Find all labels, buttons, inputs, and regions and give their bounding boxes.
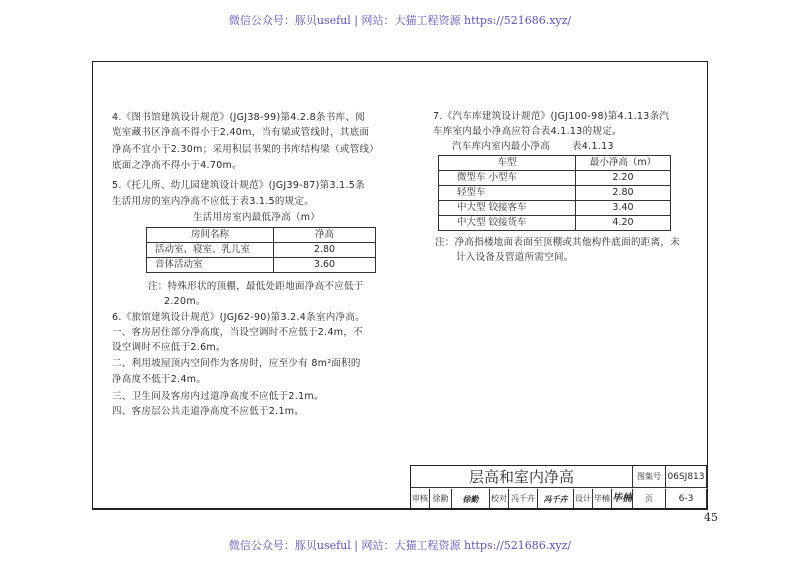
table-header — [439, 156, 671, 171]
living-room-height-table — [146, 227, 376, 273]
watermark-top: 微信公众号：豚贝useful | 网站：大猫工程资源 https://521686.xyz/ — [228, 14, 572, 27]
cell: 2.20 — [576, 171, 671, 186]
cell: 微型车 小型车 — [439, 171, 576, 186]
cell: 活动室、寝室、乳儿室 — [147, 243, 274, 258]
page-label: 页 — [633, 489, 666, 509]
checker-signature: 冯千卉 — [538, 489, 574, 509]
designer-name: 毕楠 — [593, 489, 612, 509]
para-6-line: 6.《旅馆建筑设计规范》(JGJ62-90)第3.2.4条室内净高。 — [112, 312, 365, 323]
reviewer-name: 徐勤 — [430, 489, 452, 509]
header-cell: 房间名称 — [147, 228, 274, 243]
para-7-line: 车库室内最小净高应符合表4.1.13的规定。 — [433, 126, 622, 137]
para-5-line: 5.《托儿所、幼儿园建筑设计规范》(JGJ39-87)第3.1.5条 — [112, 180, 365, 191]
table-row — [439, 216, 671, 231]
note-line: 2.20m。 — [164, 296, 206, 307]
para-4-line: 底面之净高不得小于4.70m。 — [112, 160, 242, 171]
table-caption: 生活用房室内最低净高（m） — [193, 212, 321, 223]
review-label: 审核 — [411, 489, 430, 509]
designer-signature: 毕楠 — [612, 489, 633, 509]
cell: 中大型 铰接客车 — [439, 201, 576, 216]
note-line: 计入设备及管道所需空间。 — [456, 252, 574, 263]
para-6-line: 三、卫生间及客房内过道净高度不应低于2.1m。 — [112, 391, 324, 402]
header-cell: 车型 — [439, 156, 576, 171]
para-6-line: 四、客房层公共走道净高度不应低于2.1m。 — [112, 406, 305, 417]
cell: 音体活动室 — [147, 258, 274, 273]
table-number: 表4.1.13 — [572, 141, 614, 152]
cell: 2.80 — [274, 243, 376, 258]
cell: 3.60 — [274, 258, 376, 273]
header-cell: 最小净高（m） — [576, 156, 671, 171]
cell: 4.20 — [576, 216, 671, 231]
design-label: 设计 — [574, 489, 593, 509]
watermark-bottom: 微信公众号：豚贝useful | 网站：大猫工程资源 https://521686.xyz/ — [228, 539, 572, 552]
drawing-title: 层高和室内净高 — [411, 466, 633, 488]
cell: 3.40 — [576, 201, 671, 216]
para-6-line: 设空调时不应低于2.6m。 — [112, 342, 226, 353]
checker-name: 冯千卉 — [509, 489, 538, 509]
note-line: 注：特殊形状的顶棚，最低处距地面净高不应低于 — [148, 281, 364, 292]
para-5-line: 生活用房的室内净高不应低于表3.1.5的规定。 — [112, 196, 315, 207]
atlas-number: 06SJ813 — [666, 466, 707, 488]
table-row — [147, 258, 376, 273]
cell: 轻型车 — [439, 186, 576, 201]
note-line: 注：净高指楼地面表面至顶棚或其他构件底面的距离，未 — [435, 237, 681, 248]
reviewer-signature: 徐勤 — [452, 489, 490, 509]
table-caption: 汽车库内室内最小净高 — [452, 141, 551, 152]
para-4-line: 览室藏书区净高不得小于2.40m，当有梁或管线时，其底面 — [112, 127, 370, 138]
table-row — [147, 243, 376, 258]
para-6-line: 净高度不低于2.4m。 — [112, 374, 207, 385]
cell: 2.80 — [576, 186, 671, 201]
check-label: 校对 — [490, 489, 509, 509]
table-row — [439, 201, 671, 216]
bottom-rule — [92, 508, 708, 509]
page-code: 6-3 — [666, 489, 707, 509]
para-4-line: 净高不宜小于2.30m；采用积层书架的书库结构梁（或管线） — [112, 144, 380, 155]
para-4-line: 4.《图书馆建筑设计规范》(JGJ38-99)第4.2.8条书库、阅 — [112, 112, 365, 123]
header-cell: 净高 — [274, 228, 376, 243]
table-row — [439, 186, 671, 201]
para-7-line: 7.《汽车库建筑设计规范》(JGJ100-98)第4.1.13条汽 — [433, 111, 670, 122]
title-block — [410, 465, 707, 509]
atlas-label: 图集号 — [633, 466, 666, 488]
para-6-line: 二、利用坡屋顶内空间作为客房时，应至少有 8m²面积的 — [112, 358, 361, 369]
page-number: 45 — [704, 511, 718, 524]
para-6-line: 一、客房居住部分净高度，当设空调时不应低于2.4m，不 — [112, 327, 363, 338]
cell: 中大型 铰接货车 — [439, 216, 576, 231]
garage-height-table — [438, 155, 671, 231]
table-header — [147, 228, 376, 243]
table-row — [439, 171, 671, 186]
